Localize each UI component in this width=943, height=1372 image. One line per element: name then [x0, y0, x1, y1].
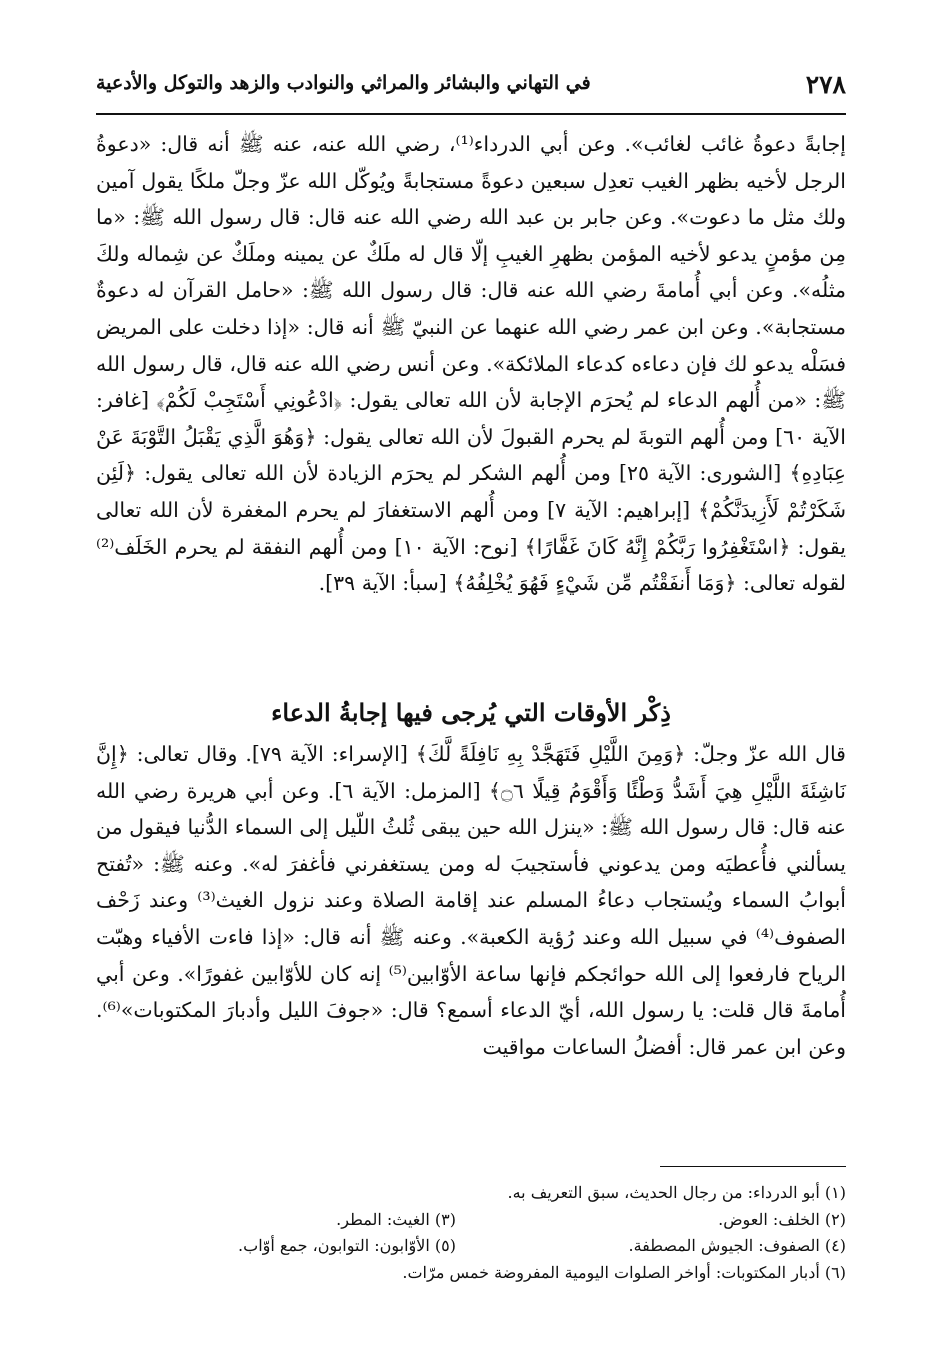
footnote-4: (٤) الصفوف: الجيوش المصطفة.	[628, 1236, 846, 1255]
footnote-row	[96, 1180, 846, 1207]
footnote-2: (٢) الخلف: العوض.	[718, 1209, 846, 1229]
running-title: في التهاني والبشائر والمراثي والنوادب والزهد والتوكل والأدعية	[96, 72, 591, 94]
page-header	[96, 70, 846, 110]
footnote-divider	[660, 1166, 846, 1167]
header-divider	[96, 113, 846, 115]
footnote-3: (٣) الغيث: المطر.	[336, 1209, 456, 1229]
paragraph: إجابةً دعوةُ غائب لغائب». وعن أبي الدرداء⁽¹⁾، رضي الله عنه، عنه ﷺ أنه قال: «دعوةُ الرجل لأخيه بظهر الغيب تعدِل سبعين دعوةً مستجابةً ويُوكّل الله عزّ وجلّ ملكًا يقول آمين ولك مثل ما دعوت». وعن جابر بن عبد الله رضي الله عنه قال: قال رسول الله ﷺ: «ما مِن مؤمنٍ يدعو لأخيه المؤمن بظهرِ الغيبِ إلّا قال له ملَكٌ عن يمينه وملَكٌ عن شِماله ولكَ مثلُه». وعن أبي أُمامةَ رضي الله عنه قال: قال رسول الله ﷺ: «حامل القرآن له دعوةٌ مستجابة». وعن ابن عمر رضي الله عنهما عن النبيّ ﷺ أنه قال: «إذا دخلت على المريض فسَلْه يدعو لك فإن دعاءه كدعاء الملائكة». وعن أنس رضي الله عنه قال، قال رسول الله ﷺ: «من أُلهم الدعاء لم يُحرَم الإجابة لأن الله تعالى يقول: ﴿ادْعُونِي أَسْتَجِبْ لَكُمْ﴾ [غافر: الآية ٦٠] ومن أُلهم التوبةَ لم يحرم القبولَ لأن الله تعالى يقول: ﴿وَهُوَ الَّذِي يَقْبَلُ التَّوْبَةَ عَنْ عِبَادِهِ﴾ [الشورى: الآية ٢٥] ومن أُلهم الشكر لم يحرَم الزيادة لأن الله تعالى يقول: ﴿لَئِن شَكَرْتُمْ لَأَزِيدَنَّكُمْ﴾ [إبراهيم: الآية ٧] ومن أُلهم الاستغفارَ لم يحرم المغفرة لأن الله تعالى يقول: ﴿اسْتَغْفِرُوا رَبَّكُمْ إِنَّهُ كَانَ غَفَّارًا﴾ [نوح: الآية ١٠] ومن أُلهم النفقة لم يحرم الخَلَف⁽²⁾ لقوله تعالى: ﴿وَمَا أَنفَقْتُم مِّن شَيْءٍ فَهُوَ يُخْلِفُهُ﴾ [سبأ: الآية ٣٩].	[96, 132, 846, 596]
page-number: ٢٧٨	[805, 70, 846, 99]
footnote-1: (١) أبو الدرداء: من رجال الحديث، سبق التعريف به.	[507, 1183, 846, 1202]
main-text-bottom	[96, 736, 846, 1065]
main-text-top	[96, 126, 846, 602]
footnote-row	[96, 1260, 846, 1287]
section-heading: ذِكْر الأوقات التي يُرجى فيها إجابةُ الدعاء	[271, 698, 671, 727]
footnotes	[96, 1180, 846, 1286]
footnote-row	[96, 1233, 846, 1260]
paragraph: قال الله عزّ وجلّ: ﴿وَمِنَ اللَّيْلِ فَتَهَجَّدْ بِهِ نَافِلَةً لَّكَ﴾ [الإسراء: الآية ٧٩]. وقال تعالى: ﴿إِنَّ نَاشِئَةَ اللَّيْلِ هِيَ أَشَدُّ وَطْئًا وَأَقْوَمُ قِيلًا ۝٦﴾ [المزمل: الآية ٦]. وعن أبي هريرة رضي الله عنه قال: قال رسول الله ﷺ: «ينزل الله حين يبقى ثُلثُ اللّيل إلى السماء الدُّنيا فيقول من يسألني فأُعطيَه ومن يدعوني فأستجيبَ له ومن يستغفرني فأغفرَ له». وعنه ﷺ: «تُفتح أبوابُ السماء ويُستجاب دعاءُ المسلم عند إقامة الصلاة وعند نزول الغيث⁽³⁾ وعند زَحْف الصفوف⁽⁴⁾ في سبيل الله وعند رُؤية الكعبة». وعنه ﷺ أنه قال: «إذا فاءت الأفياء وهبّت الرياح فارفعوا إلى الله حوائجكم فإنها ساعة الأوّابين⁽⁵⁾ إنه كان للأوّابين غفورًا». وعن أبي أُمامةَ قال قلت: يا رسول الله، أيّ الدعاء أسمع؟ قال: «جوفَ الليل وأدبارَ المكتوبات»⁽⁶⁾. وعن ابن عمر قال: أفضلُ الساعات مواقيت	[96, 742, 847, 1059]
footnote-row	[96, 1207, 846, 1234]
footnote-6: (٦) أدبار المكتوبات: أواخر الصلوات اليومية المفروضة خمس مرّات.	[402, 1262, 846, 1282]
footnote-5: (٥) الأوّابون: التوابون، جمع أوّاب.	[238, 1236, 456, 1255]
